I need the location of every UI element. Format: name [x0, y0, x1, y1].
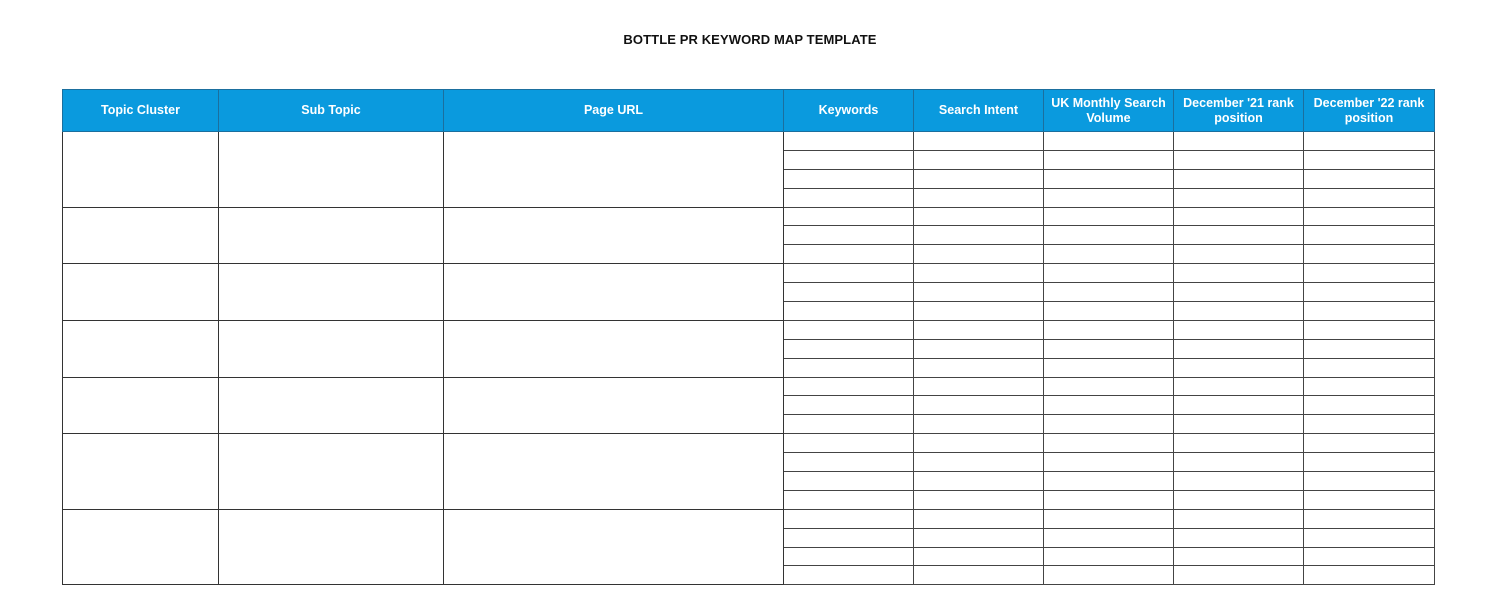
- keyword-map-table: [62, 89, 1435, 585]
- uk-monthly-search-volume-cell[interactable]: [1044, 320, 1174, 339]
- dec21-rank-position-cell[interactable]: [1174, 320, 1304, 339]
- dec22-rank-position-cell[interactable]: [1304, 132, 1435, 151]
- page-url-cell[interactable]: [444, 509, 784, 585]
- uk-monthly-search-volume-cell[interactable]: [1044, 150, 1174, 169]
- search-intent-cell[interactable]: [914, 415, 1044, 434]
- header-dec22-rank-position: December '22 rank position: [1304, 90, 1435, 132]
- dec21-rank-position-cell[interactable]: [1174, 302, 1304, 321]
- dec22-rank-position-cell[interactable]: [1304, 434, 1435, 453]
- search-intent-cell[interactable]: [914, 188, 1044, 207]
- dec22-rank-position-cell[interactable]: [1304, 207, 1435, 226]
- header-keywords: Keywords: [784, 90, 914, 132]
- page-url-cell[interactable]: [444, 264, 784, 321]
- uk-monthly-search-volume-cell[interactable]: [1044, 245, 1174, 264]
- search-intent-cell[interactable]: [914, 283, 1044, 302]
- keywords-cell[interactable]: [784, 320, 914, 339]
- topic-cluster-cell[interactable]: [63, 264, 219, 321]
- dec21-rank-position-cell[interactable]: [1174, 339, 1304, 358]
- dec21-rank-position-cell[interactable]: [1174, 245, 1304, 264]
- sub-topic-cell[interactable]: [219, 132, 444, 208]
- search-intent-cell[interactable]: [914, 509, 1044, 528]
- page-url-cell[interactable]: [444, 434, 784, 510]
- search-intent-cell[interactable]: [914, 358, 1044, 377]
- uk-monthly-search-volume-cell[interactable]: [1044, 207, 1174, 226]
- uk-monthly-search-volume-cell[interactable]: [1044, 528, 1174, 547]
- dec22-rank-position-cell[interactable]: [1304, 490, 1435, 509]
- dec21-rank-position-cell[interactable]: [1174, 509, 1304, 528]
- header-uk-monthly-search-volume: UK Monthly Search Volume: [1044, 90, 1174, 132]
- uk-monthly-search-volume-cell[interactable]: [1044, 283, 1174, 302]
- uk-monthly-search-volume-cell[interactable]: [1044, 566, 1174, 585]
- keywords-cell[interactable]: [784, 377, 914, 396]
- dec22-rank-position-cell[interactable]: [1304, 188, 1435, 207]
- dec21-rank-position-cell[interactable]: [1174, 547, 1304, 566]
- table-body: [63, 132, 1435, 585]
- keywords-cell[interactable]: [784, 207, 914, 226]
- page-title: BOTTLE PR KEYWORD MAP TEMPLATE: [623, 32, 877, 47]
- keywords-cell[interactable]: [784, 132, 914, 151]
- search-intent-cell[interactable]: [914, 264, 1044, 283]
- dec22-rank-position-cell[interactable]: [1304, 528, 1435, 547]
- topic-cluster-cell[interactable]: [63, 207, 219, 264]
- topic-cluster-cell[interactable]: [63, 320, 219, 377]
- sub-topic-cell[interactable]: [219, 509, 444, 585]
- keywords-cell[interactable]: [784, 396, 914, 415]
- header-dec21-rank-position: December '21 rank position: [1174, 90, 1304, 132]
- dec22-rank-position-cell[interactable]: [1304, 509, 1435, 528]
- uk-monthly-search-volume-cell[interactable]: [1044, 509, 1174, 528]
- search-intent-cell[interactable]: [914, 566, 1044, 585]
- header-row: [63, 90, 1435, 132]
- keywords-cell[interactable]: [784, 283, 914, 302]
- uk-monthly-search-volume-cell[interactable]: [1044, 472, 1174, 491]
- dec22-rank-position-cell[interactable]: [1304, 320, 1435, 339]
- dec21-rank-position-cell[interactable]: [1174, 264, 1304, 283]
- keywords-cell[interactable]: [784, 472, 914, 491]
- dec22-rank-position-cell[interactable]: [1304, 226, 1435, 245]
- sub-topic-cell[interactable]: [219, 264, 444, 321]
- keywords-cell[interactable]: [784, 339, 914, 358]
- dec22-rank-position-cell[interactable]: [1304, 566, 1435, 585]
- uk-monthly-search-volume-cell[interactable]: [1044, 415, 1174, 434]
- dec21-rank-position-cell[interactable]: [1174, 434, 1304, 453]
- dec22-rank-position-cell[interactable]: [1304, 377, 1435, 396]
- keywords-cell[interactable]: [784, 415, 914, 434]
- search-intent-cell[interactable]: [914, 150, 1044, 169]
- uk-monthly-search-volume-cell[interactable]: [1044, 396, 1174, 415]
- dec21-rank-position-cell[interactable]: [1174, 453, 1304, 472]
- table-row: [63, 207, 1435, 226]
- uk-monthly-search-volume-cell[interactable]: [1044, 264, 1174, 283]
- sub-topic-cell[interactable]: [219, 207, 444, 264]
- topic-cluster-cell[interactable]: [63, 434, 219, 510]
- page-url-cell[interactable]: [444, 320, 784, 377]
- dec22-rank-position-cell[interactable]: [1304, 264, 1435, 283]
- uk-monthly-search-volume-cell[interactable]: [1044, 169, 1174, 188]
- keywords-cell[interactable]: [784, 566, 914, 585]
- dec21-rank-position-cell[interactable]: [1174, 377, 1304, 396]
- search-intent-cell[interactable]: [914, 547, 1044, 566]
- search-intent-cell[interactable]: [914, 472, 1044, 491]
- dec22-rank-position-cell[interactable]: [1304, 283, 1435, 302]
- uk-monthly-search-volume-cell[interactable]: [1044, 547, 1174, 566]
- dec21-rank-position-cell[interactable]: [1174, 169, 1304, 188]
- search-intent-cell[interactable]: [914, 434, 1044, 453]
- uk-monthly-search-volume-cell[interactable]: [1044, 434, 1174, 453]
- keywords-cell[interactable]: [784, 226, 914, 245]
- dec21-rank-position-cell[interactable]: [1174, 415, 1304, 434]
- uk-monthly-search-volume-cell[interactable]: [1044, 453, 1174, 472]
- keywords-cell[interactable]: [784, 188, 914, 207]
- search-intent-cell[interactable]: [914, 453, 1044, 472]
- search-intent-cell[interactable]: [914, 302, 1044, 321]
- dec22-rank-position-cell[interactable]: [1304, 150, 1435, 169]
- table-row: [63, 320, 1435, 339]
- sub-topic-cell[interactable]: [219, 320, 444, 377]
- dec21-rank-position-cell[interactable]: [1174, 396, 1304, 415]
- keywords-cell[interactable]: [784, 453, 914, 472]
- keywords-cell[interactable]: [784, 169, 914, 188]
- uk-monthly-search-volume-cell[interactable]: [1044, 188, 1174, 207]
- table-row: [63, 264, 1435, 283]
- header-topic-cluster: Topic Cluster: [63, 90, 219, 132]
- dec22-rank-position-cell[interactable]: [1304, 245, 1435, 264]
- search-intent-cell[interactable]: [914, 320, 1044, 339]
- dec21-rank-position-cell[interactable]: [1174, 207, 1304, 226]
- page-url-cell[interactable]: [444, 207, 784, 264]
- uk-monthly-search-volume-cell[interactable]: [1044, 132, 1174, 151]
- table-row: [63, 434, 1435, 453]
- search-intent-cell[interactable]: [914, 132, 1044, 151]
- page-url-cell[interactable]: [444, 377, 784, 434]
- search-intent-cell[interactable]: [914, 339, 1044, 358]
- topic-cluster-cell[interactable]: [63, 132, 219, 208]
- search-intent-cell[interactable]: [914, 490, 1044, 509]
- dec21-rank-position-cell[interactable]: [1174, 490, 1304, 509]
- dec21-rank-position-cell[interactable]: [1174, 528, 1304, 547]
- dec21-rank-position-cell[interactable]: [1174, 358, 1304, 377]
- search-intent-cell[interactable]: [914, 226, 1044, 245]
- uk-monthly-search-volume-cell[interactable]: [1044, 302, 1174, 321]
- uk-monthly-search-volume-cell[interactable]: [1044, 226, 1174, 245]
- topic-cluster-cell[interactable]: [63, 377, 219, 434]
- dec22-rank-position-cell[interactable]: [1304, 302, 1435, 321]
- keywords-cell[interactable]: [784, 434, 914, 453]
- page-url-cell[interactable]: [444, 132, 784, 208]
- uk-monthly-search-volume-cell[interactable]: [1044, 358, 1174, 377]
- keywords-cell[interactable]: [784, 245, 914, 264]
- search-intent-cell[interactable]: [914, 396, 1044, 415]
- header-search-intent: Search Intent: [914, 90, 1044, 132]
- dec22-rank-position-cell[interactable]: [1304, 396, 1435, 415]
- dec22-rank-position-cell[interactable]: [1304, 358, 1435, 377]
- keywords-cell[interactable]: [784, 302, 914, 321]
- keywords-cell[interactable]: [784, 490, 914, 509]
- search-intent-cell[interactable]: [914, 245, 1044, 264]
- dec22-rank-position-cell[interactable]: [1304, 169, 1435, 188]
- uk-monthly-search-volume-cell[interactable]: [1044, 339, 1174, 358]
- keywords-cell[interactable]: [784, 358, 914, 377]
- topic-cluster-cell[interactable]: [63, 509, 219, 585]
- dec21-rank-position-cell[interactable]: [1174, 283, 1304, 302]
- dec22-rank-position-cell[interactable]: [1304, 453, 1435, 472]
- table-row: [63, 377, 1435, 396]
- dec21-rank-position-cell[interactable]: [1174, 188, 1304, 207]
- keywords-cell[interactable]: [784, 150, 914, 169]
- dec22-rank-position-cell[interactable]: [1304, 547, 1435, 566]
- header-sub-topic: Sub Topic: [219, 90, 444, 132]
- dec21-rank-position-cell[interactable]: [1174, 226, 1304, 245]
- search-intent-cell[interactable]: [914, 377, 1044, 396]
- search-intent-cell[interactable]: [914, 207, 1044, 226]
- dec21-rank-position-cell[interactable]: [1174, 566, 1304, 585]
- header-page-url: Page URL: [444, 90, 784, 132]
- dec21-rank-position-cell[interactable]: [1174, 150, 1304, 169]
- search-intent-cell[interactable]: [914, 528, 1044, 547]
- keywords-cell[interactable]: [784, 528, 914, 547]
- keywords-cell[interactable]: [784, 509, 914, 528]
- uk-monthly-search-volume-cell[interactable]: [1044, 490, 1174, 509]
- sub-topic-cell[interactable]: [219, 377, 444, 434]
- dec21-rank-position-cell[interactable]: [1174, 132, 1304, 151]
- dec22-rank-position-cell[interactable]: [1304, 472, 1435, 491]
- dec22-rank-position-cell[interactable]: [1304, 339, 1435, 358]
- keywords-cell[interactable]: [784, 547, 914, 566]
- uk-monthly-search-volume-cell[interactable]: [1044, 377, 1174, 396]
- table-row: [63, 132, 1435, 151]
- dec22-rank-position-cell[interactable]: [1304, 415, 1435, 434]
- search-intent-cell[interactable]: [914, 169, 1044, 188]
- dec21-rank-position-cell[interactable]: [1174, 472, 1304, 491]
- table-row: [63, 509, 1435, 528]
- sub-topic-cell[interactable]: [219, 434, 444, 510]
- keywords-cell[interactable]: [784, 264, 914, 283]
